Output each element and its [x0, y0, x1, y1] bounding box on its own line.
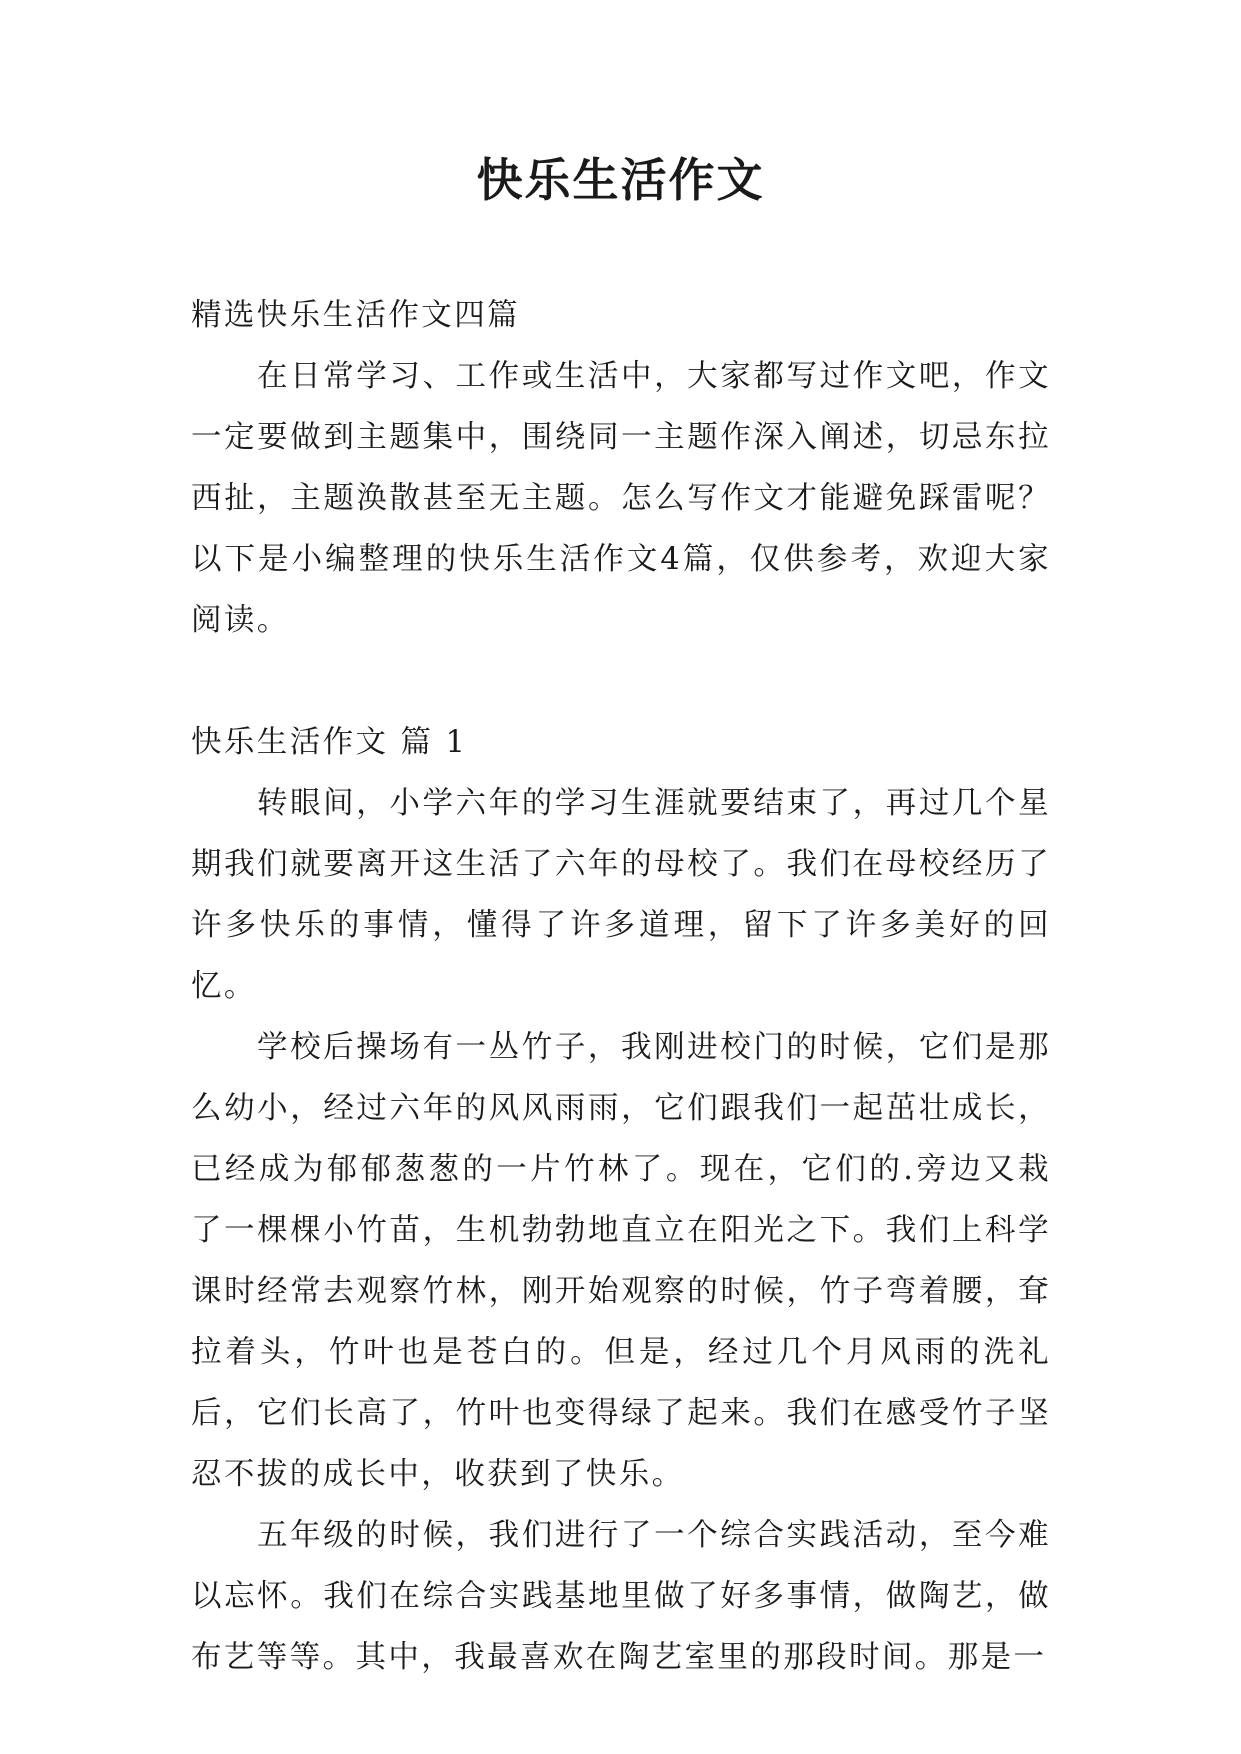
body-paragraph: 五年级的时候，我们进行了一个综合实践活动，至今难以忘怀。我们在综合实践基地里做了好多事情，做陶艺，做布艺等等。其中，我最喜欢在陶艺室里的那段时间。那是一 — [191, 1518, 1051, 1675]
intro-paragraph: 在日常学习、工作或生活中，大家都写过作文吧，作文一定要做到主题集中，围绕同一主题作深入阐述，切忌东拉西扯，主题涣散甚至无主题。怎么写作文才能避免踩雷呢？以下是小编整理的快乐生活作文4篇，仅供参考，欢迎大家阅读。 — [191, 359, 1051, 638]
body-paragraph: 学校后操场有一丛竹子，我刚进校门的时候，它们是那么幼小，经过六年的风风雨雨，它们跟我们一起茁壮成长，已经成为郁郁葱葱的一片竹林了。现在，它们的.旁边又栽了一棵棵小竹苗，生机勃勃地直立在阳光之下。我们上科学课时经常去观察竹林，刚开始观察的时候，竹子弯着腰，耷拉着头，竹叶也是苍白的。但是，经过几个月风雨的洗礼后，它们长高了，竹叶也变得绿了起来。我们在感受竹子坚忍不拔的成长中，收获到了快乐。 — [191, 1030, 1051, 1492]
body-paragraph: 转眼间，小学六年的学习生涯就要结束了，再过几个星期我们就要离开这生活了六年的母校了。我们在母校经历了许多快乐的事情，懂得了许多道理，留下了许多美好的回忆。 — [191, 786, 1051, 1004]
document-body — [191, 285, 1051, 1688]
document-subtitle: 精选快乐生活作文四篇 — [191, 298, 520, 333]
document-title: 快乐生活作文 — [476, 153, 765, 207]
section-heading: 快乐生活作文 篇 1 — [191, 725, 468, 760]
